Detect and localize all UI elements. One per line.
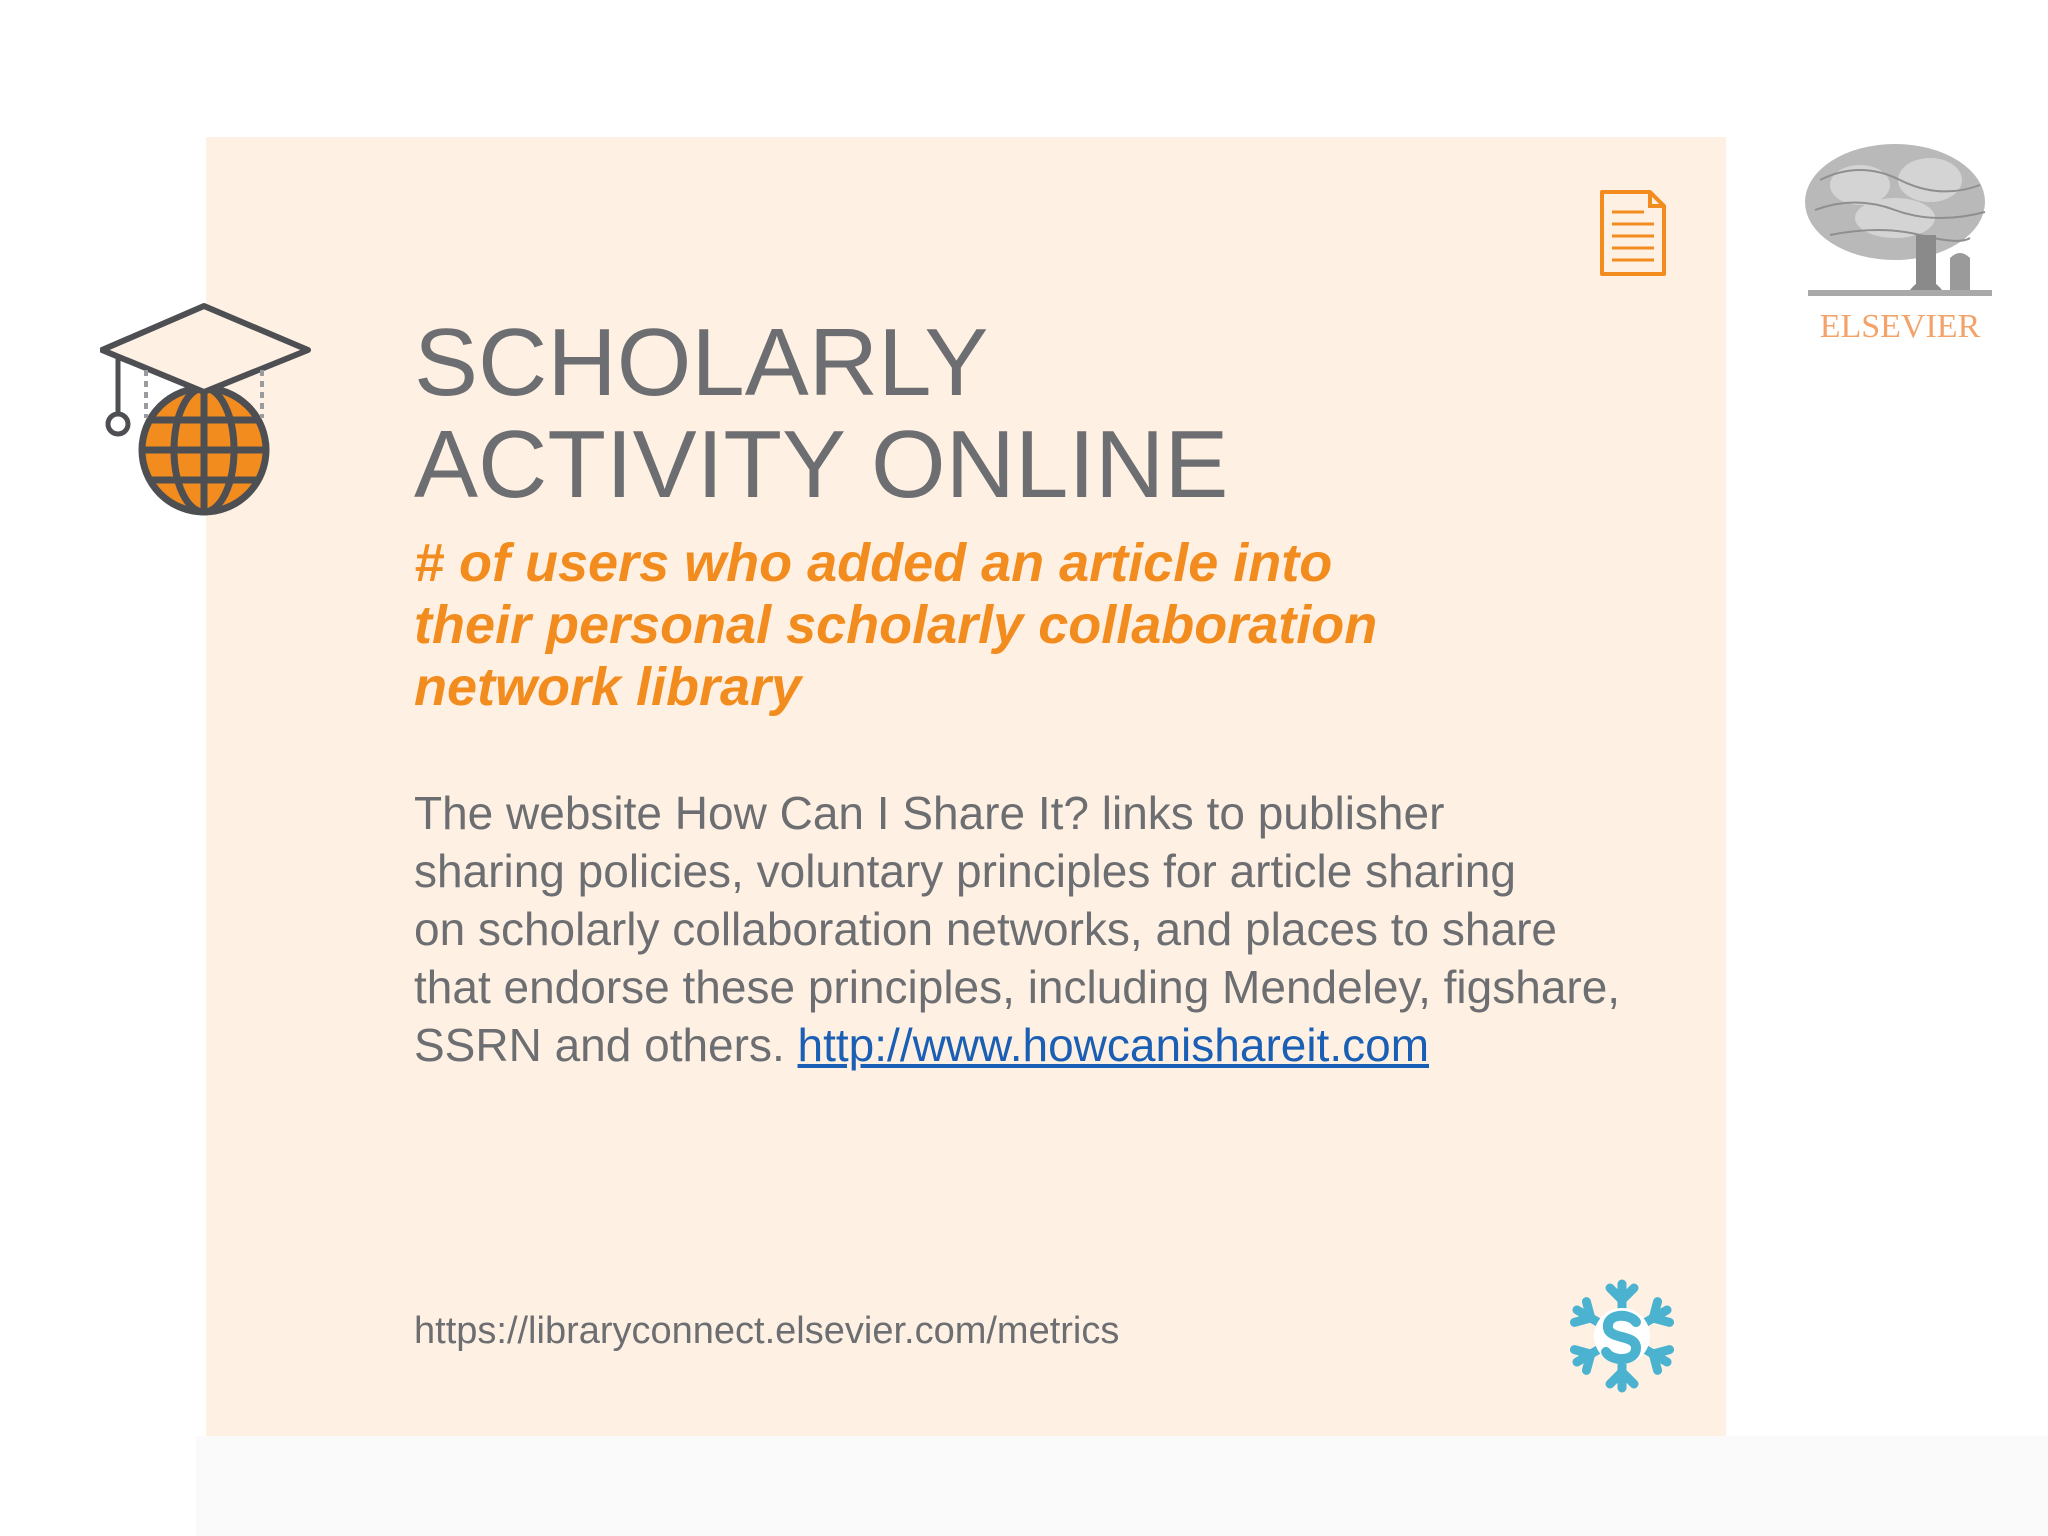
page-bottom-band xyxy=(196,1436,2048,1536)
elsevier-wordmark: ELSEVIER xyxy=(1819,308,1981,345)
snowflake-s-icon xyxy=(1568,1278,1676,1394)
body-line-5-text: SSRN and others. xyxy=(414,1019,798,1071)
elsevier-logo xyxy=(1800,140,2000,350)
graduation-cap-globe-icon xyxy=(100,300,315,520)
body-line-1: The website How Can I Share It? links to publisher xyxy=(414,787,1445,839)
body-line-2: sharing policies, voluntary principles for article sharing xyxy=(414,845,1516,897)
document-icon xyxy=(1598,188,1668,278)
title-line-2: ACTIVITY ONLINE xyxy=(414,411,1229,518)
title-line-1: SCHOLARLY xyxy=(414,309,989,416)
elsevier-tree-icon xyxy=(1800,140,2000,305)
footer-url: https://libraryconnect.elsevier.com/metrics xyxy=(414,1310,1120,1352)
subtitle-line-1: # of users who added an article into xyxy=(414,533,1333,593)
metric-definition xyxy=(414,532,1514,718)
howcanishareit-link[interactable]: http://www.howcanishareit.com xyxy=(797,1019,1430,1071)
slide-title xyxy=(414,309,1229,518)
body-line-5 xyxy=(414,1016,1714,1074)
subtitle-line-3: network library xyxy=(414,657,802,717)
body-line-3: on scholarly collaboration networks, and places to share xyxy=(414,903,1557,955)
body-paragraph xyxy=(414,784,1714,1074)
body-line-4: that endorse these principles, including Mendeley, figshare, xyxy=(414,961,1621,1013)
subtitle-line-2: their personal scholarly collaboration xyxy=(414,595,1378,655)
